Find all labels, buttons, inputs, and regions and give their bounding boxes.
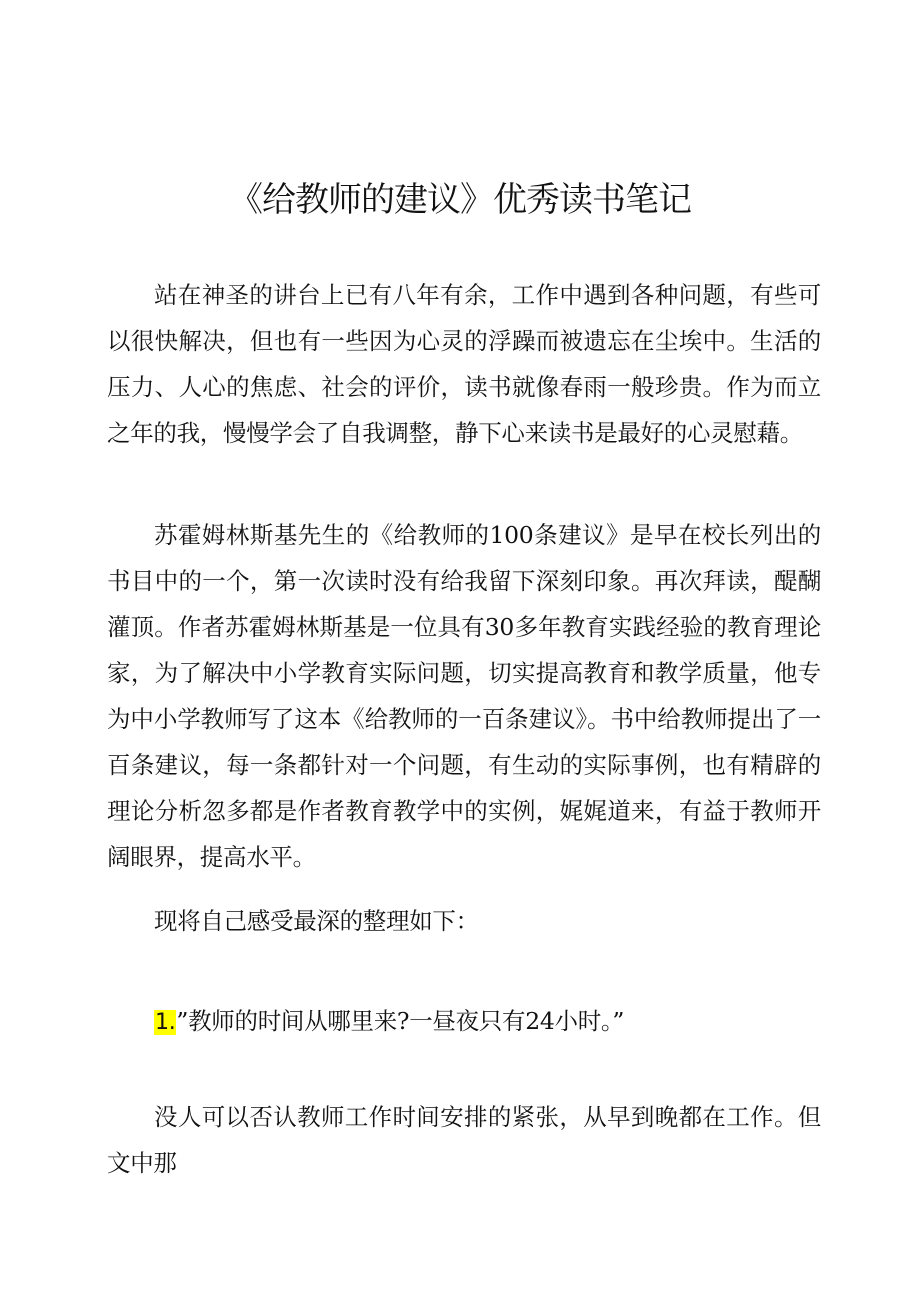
- highlighted-item-number: 1.: [155, 1010, 176, 1035]
- list-item-1: [107, 998, 821, 1046]
- paragraph-last: 没人可以否认教师工作时间安排的紧张，从早到晚都在工作。但文中那: [107, 1103, 821, 1177]
- document-title: 《给教师的建议》优秀读书笔记: [229, 180, 691, 220]
- paragraph-intro: 站在神圣的讲台上已有八年有余，工作中遇到各种问题，有些可以很快解决，但也有一些因为心灵的浮躁而被遗忘在尘埃中。生活的压力、人心的焦虑、社会的评价，读书就像春雨一般珍贵。作为而立之年的我，慢慢学会了自我调整，静下心来读书是最好的心灵慰藉。: [107, 281, 821, 447]
- paragraph-summary: 现将自己感受最深的整理如下：: [154, 907, 479, 935]
- paragraph-book: 苏霍姆林斯基先生的《给教师的100条建议》是早在校长列出的书目中的一个，第一次读时没有给我留下深刻印象。再次拜读，醍醐灌顶。作者苏霍姆林斯基是一位具有30多年教育实践经验的教育理论家，为了解决中小学教育实际问题，切实提高教育和教学质量，他专为中小学教师写了这本《给教师的一百条建议》。书中给教师提出了一百条建议，每一条都针对一个问题，有生动的实际事例，也有精辟的理论分析忽多都是作者教育教学中的实例，娓娓道来，有益于教师开阔眼界，提高水平。: [107, 521, 821, 871]
- list-item-1-text: ”教师的时间从哪里来?一昼夜只有24小时。”: [176, 1007, 625, 1035]
